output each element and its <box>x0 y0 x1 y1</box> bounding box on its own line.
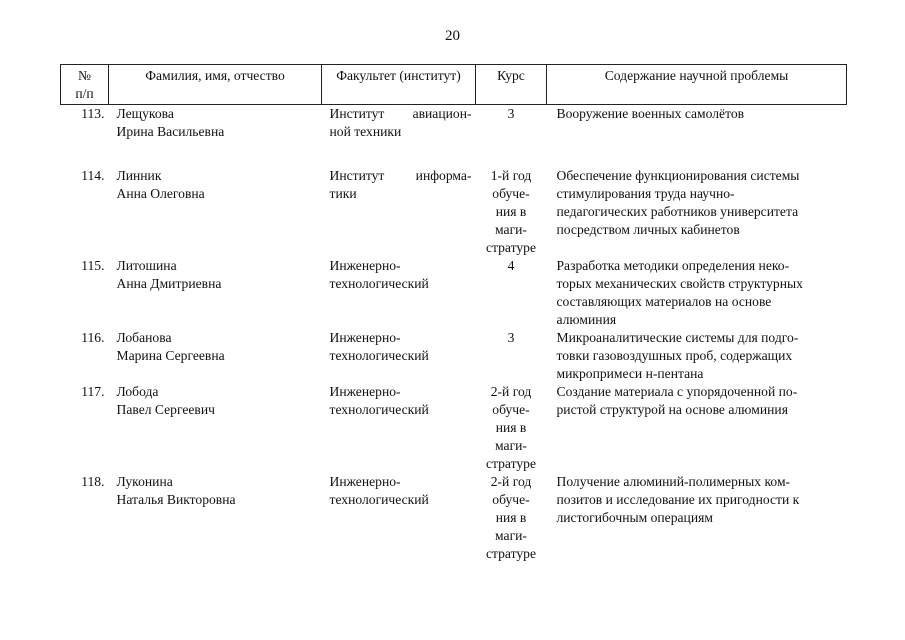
course-line: 4 <box>507 257 515 273</box>
name-line: Ирина Васильевна <box>116 124 225 139</box>
topic-line: торых механических свойств структурных <box>556 275 803 291</box>
faculty-line: Инженерно- <box>329 473 401 489</box>
full-name <box>109 105 322 167</box>
course-line: ния в <box>495 509 527 525</box>
name-line: Лобода <box>116 383 159 399</box>
topic-line: Разработка методики определения неко- <box>556 257 790 273</box>
name-line: Луконина <box>116 473 173 489</box>
name-line: Марина Сергеевна <box>116 347 225 363</box>
full-name <box>109 473 322 563</box>
header-num-line: № <box>78 68 91 83</box>
header-faculty: Факультет (институт) <box>322 65 476 105</box>
name-line: Наталья Викторовна <box>116 491 236 507</box>
course-line: ния в <box>495 203 527 219</box>
topic-line: Обеспечение функционирования системы <box>556 167 800 183</box>
course <box>476 167 547 257</box>
row-number: 117. <box>81 383 105 399</box>
row-number: 115. <box>81 257 105 273</box>
name-line: Лещукова <box>116 106 174 121</box>
faculty-line: Инженерно- <box>329 257 401 273</box>
faculty-line: технологический <box>329 491 429 507</box>
course-line: стратуре <box>485 455 536 471</box>
course <box>476 329 547 383</box>
faculty <box>322 257 476 329</box>
faculty <box>322 329 476 383</box>
topic-line: позитов и исследование их пригодности к <box>556 491 800 507</box>
faculty <box>322 167 476 257</box>
faculty <box>322 105 476 167</box>
course-line: 2-й год <box>490 473 532 489</box>
topic-line: микропримеси н-пентана <box>556 365 704 381</box>
research-topic <box>547 167 847 257</box>
table-row <box>61 257 847 329</box>
course-line: ния в <box>495 419 527 435</box>
header-course: Курс <box>476 65 547 105</box>
course <box>476 473 547 563</box>
table-row <box>61 473 847 563</box>
course-line: 3 <box>507 106 515 121</box>
topic-line: Микроаналитические системы для подго- <box>556 329 799 345</box>
full-name <box>109 257 322 329</box>
name-line: Анна Олеговна <box>116 185 205 201</box>
full-name <box>109 167 322 257</box>
topic-line: Создание материала с упорядоченной по- <box>556 383 798 399</box>
research-topic <box>547 473 847 563</box>
research-topic <box>547 257 847 329</box>
course-line: стратуре <box>485 545 536 561</box>
row-number: 114. <box>81 167 105 183</box>
name-line: Лобанова <box>116 329 172 345</box>
course-line: маги- <box>495 527 527 543</box>
topic-line: Вооружение военных самолётов <box>556 106 745 121</box>
faculty-line: технологический <box>329 275 429 291</box>
header-topic: Содержание научной проблемы <box>547 65 847 105</box>
name-line: Анна Дмитриевна <box>116 275 222 291</box>
table-row <box>61 105 847 167</box>
header-num-line: п/п <box>75 86 94 101</box>
research-topic <box>547 329 847 383</box>
header-name: Фамилия, имя, отчество <box>109 65 322 105</box>
row-number: 113. <box>81 106 105 121</box>
faculty <box>322 473 476 563</box>
name-line: Литошина <box>116 257 177 273</box>
course-line: 3 <box>507 329 515 345</box>
students-table <box>60 64 847 563</box>
research-topic <box>547 383 847 473</box>
course-line: обуче- <box>492 185 530 201</box>
header-num <box>61 65 109 105</box>
course <box>476 105 547 167</box>
table-row <box>61 383 847 473</box>
topic-line: стимулирования труда научно- <box>556 185 735 201</box>
row-number: 118. <box>81 473 105 489</box>
topic-line: ристой структурой на основе алюминия <box>556 401 788 417</box>
topic-line: составляющих материалов на основе <box>556 293 772 309</box>
row-number: 116. <box>81 329 105 345</box>
faculty-line: Инженерно- <box>329 329 401 345</box>
faculty <box>322 383 476 473</box>
course-line: маги- <box>495 221 527 237</box>
name-line: Линник <box>116 167 162 183</box>
faculty-line: Инженерно- <box>329 383 401 399</box>
faculty-line: Институт авиацион- <box>329 106 472 121</box>
table-row <box>61 167 847 257</box>
course-line: стратуре <box>485 239 536 255</box>
full-name <box>109 329 322 383</box>
topic-line: листогибочным операциям <box>556 509 713 525</box>
course-line: маги- <box>495 437 527 453</box>
course-line: 2-й год <box>490 383 532 399</box>
topic-line: посредством личных кабинетов <box>556 221 740 237</box>
topic-line: педагогических работников университета <box>556 203 799 219</box>
page-number: 20 <box>445 28 460 44</box>
topic-line: алюминия <box>556 311 617 327</box>
name-line: Павел Сергеевич <box>116 401 215 417</box>
faculty-line: технологический <box>329 347 429 363</box>
course-line: обуче- <box>492 491 530 507</box>
faculty-line: тики <box>329 185 357 201</box>
full-name <box>109 383 322 473</box>
course-line: обуче- <box>492 401 530 417</box>
topic-line: товки газовоздушных проб, содержащих <box>556 347 793 363</box>
table-row <box>61 329 847 383</box>
course <box>476 383 547 473</box>
faculty-line: технологический <box>329 401 429 417</box>
course <box>476 257 547 329</box>
faculty-line: ной техники <box>329 124 402 139</box>
topic-line: Получение алюминий-полимерных ком- <box>556 473 791 489</box>
course-line: 1-й год <box>490 167 532 183</box>
table-header-row <box>61 65 847 105</box>
research-topic <box>547 105 847 167</box>
faculty-line: Институт информа- <box>329 167 472 183</box>
